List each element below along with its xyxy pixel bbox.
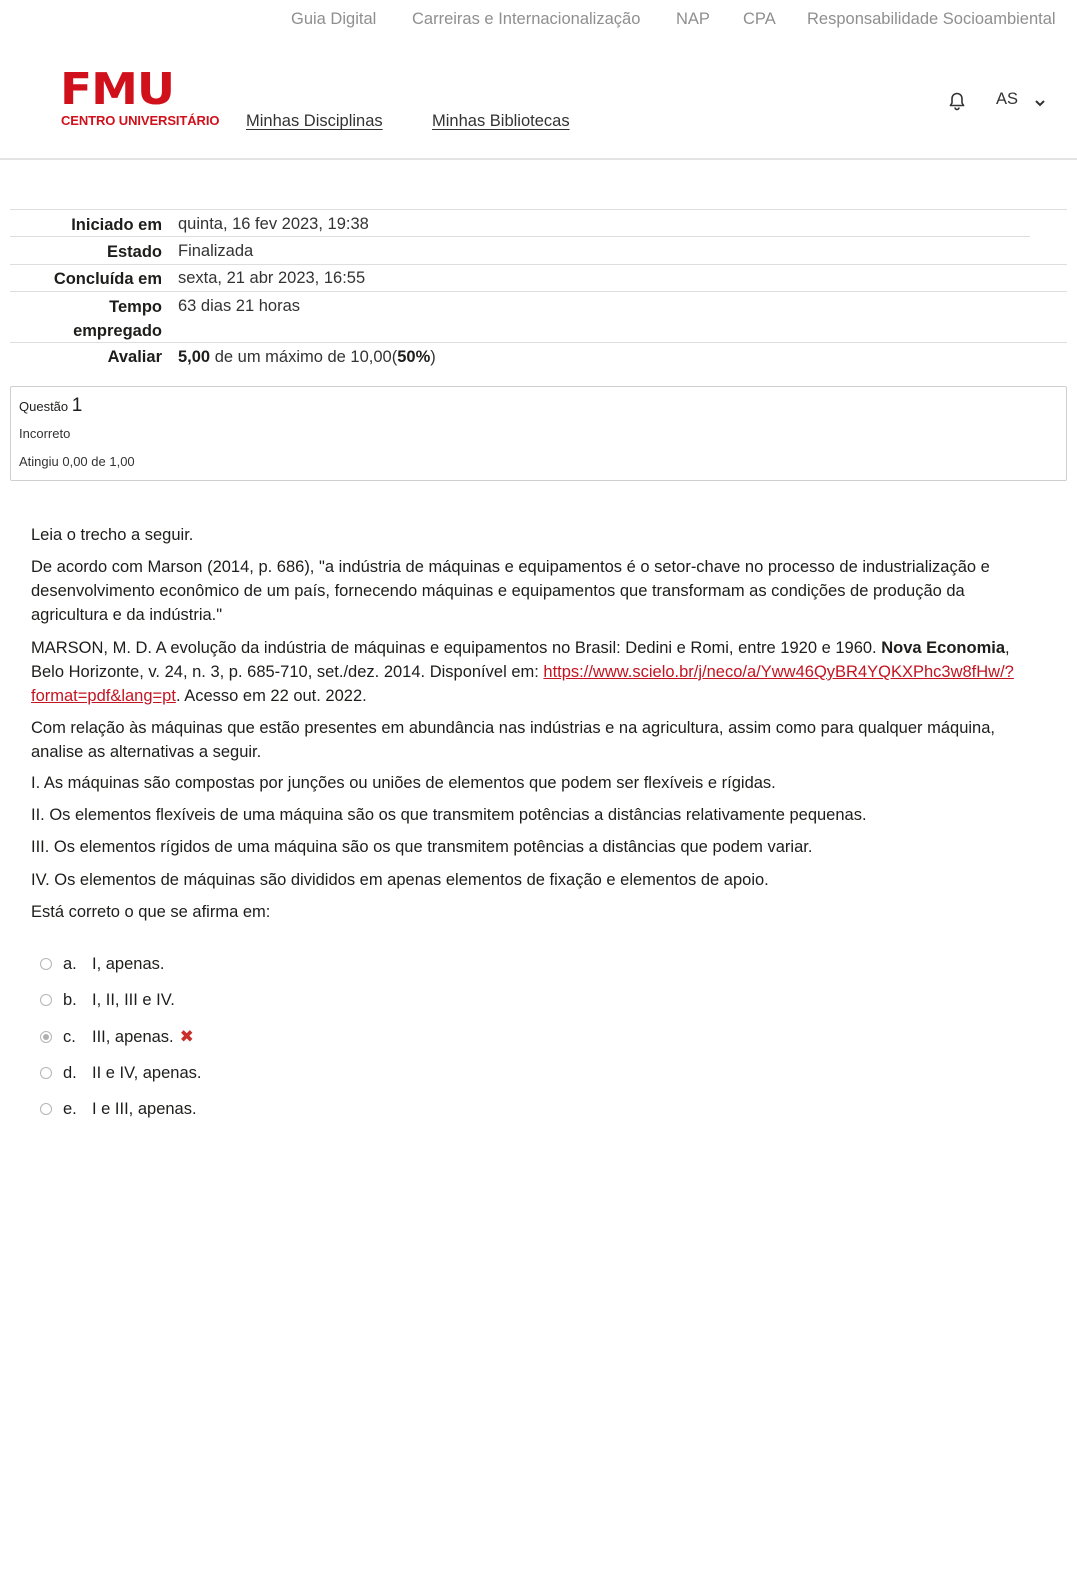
summary-row-started xyxy=(10,209,1067,237)
answer-e-letter: e. xyxy=(63,1100,77,1118)
statement-4: IV. Os elementos de máquinas são divididos em apenas elementos de fixação e elementos de apoio. xyxy=(31,871,769,889)
fmu-logo[interactable] xyxy=(60,64,220,132)
grade-max-text: de um máximo de 10,00( xyxy=(210,348,398,366)
topnav-carreiras[interactable]: Carreiras e Internacionalização xyxy=(412,10,641,28)
started-label: Iniciado em xyxy=(71,216,162,234)
answer-b-text: I, II, III e IV. xyxy=(92,991,175,1009)
grade-value xyxy=(178,345,436,369)
question-info-box xyxy=(10,386,1067,481)
summary-row-time xyxy=(10,291,1067,343)
summary-row-state xyxy=(10,236,1030,264)
answer-c-radio[interactable] xyxy=(40,1031,52,1043)
state-value: Finalizada xyxy=(178,242,254,260)
answer-e-radio[interactable] xyxy=(40,1103,52,1115)
answer-d-text: II e IV, apenas. xyxy=(92,1064,202,1082)
incorrect-x-icon: ✖ xyxy=(179,1027,194,1046)
grade-label: Avaliar xyxy=(107,348,162,366)
answer-b-letter: b. xyxy=(63,991,77,1009)
notification-bell-icon[interactable] xyxy=(946,90,968,112)
topnav-cpa[interactable]: CPA xyxy=(743,10,776,28)
question-mark: Atingiu 0,00 de 1,00 xyxy=(19,454,135,469)
user-menu-initials[interactable]: AS xyxy=(996,90,1019,108)
question-context: Com relação às máquinas que estão presentes em abundância nas indústrias e na agricultura, assim como para qualquer máquina, analise as alternativas a seguir. xyxy=(31,719,995,761)
reference-authors: MARSON, M. D. A evolução da indústria de máquinas e equipamentos no Brasil: Dedini e Romi, entre 1920 e 1960. xyxy=(31,639,882,657)
question-reference xyxy=(31,636,1041,708)
grade-close-paren: ) xyxy=(430,348,436,366)
question-number xyxy=(19,395,82,417)
state-label: Estado xyxy=(106,243,162,261)
answer-d-radio[interactable] xyxy=(40,1067,52,1079)
reference-link[interactable]: https://www.scielo.br/j/neco/a/Yww46QyBR4YQKXPhc3w8fHw/? format=pdf&lang=pt xyxy=(31,663,1014,705)
reference-journal: Nova Economia xyxy=(881,639,1006,657)
logo-subtitle: CENTRO UNIVERSITÁRIO xyxy=(61,113,220,128)
reference-details: , Belo Horizonte, v. 24, n. 3, p. 685-710, set./dez. 2014. Disponível em: xyxy=(31,639,1010,681)
topnav-responsabilidade[interactable]: Responsabilidade Socioambiental xyxy=(807,10,1056,28)
answer-a-radio[interactable] xyxy=(40,958,52,970)
question-intro: Leia o trecho a seguir. xyxy=(31,526,194,544)
statement-2: II. Os elementos flexíveis de uma máquina são os que transmitem potências a distâncias relativamente pequenas. xyxy=(31,806,867,824)
statement-3: III. Os elementos rígidos de uma máquina são os que transmitem potências a distâncias que podem variar. xyxy=(31,838,813,856)
grade-percent: 50% xyxy=(397,348,431,366)
started-value: quinta, 16 fev 2023, 19:38 xyxy=(178,215,369,233)
header-divider xyxy=(0,158,1077,160)
grade-score: 5,00 xyxy=(178,348,211,366)
nav-minhas-bibliotecas[interactable]: Minhas Bibliotecas xyxy=(432,112,570,130)
logo-wordmark: FMU xyxy=(60,64,175,115)
summary-row-grade xyxy=(10,342,1067,372)
answer-c-content xyxy=(92,1025,194,1049)
topnav-guia-digital[interactable]: Guia Digital xyxy=(291,10,377,28)
answer-d-letter: d. xyxy=(63,1064,77,1082)
chevron-down-icon[interactable] xyxy=(1034,95,1046,105)
completed-value: sexta, 21 abr 2023, 16:55 xyxy=(178,269,366,287)
completed-label: Concluída em xyxy=(53,270,162,288)
topnav-nap[interactable]: NAP xyxy=(676,10,710,28)
question-label: Questão xyxy=(19,399,72,414)
question-quote: De acordo com Marson (2014, p. 686), "a indústria de máquinas e equipamentos é o setor-chave no processo de industrialização e desenvolvimento econômico de um país, fornecendo máquinas e equipamentos que transformam as condições de produção da agricultura e da indústria." xyxy=(31,558,990,624)
reference-access: . Acesso em 22 out. 2022. xyxy=(175,687,367,705)
question-number-value: 1 xyxy=(71,395,83,416)
time-label-line2: empregado xyxy=(73,322,162,340)
answer-e-text: I e III, apenas. xyxy=(92,1100,197,1118)
answer-a-letter: a. xyxy=(63,955,77,973)
answer-a-text: I, apenas. xyxy=(92,955,165,973)
question-prompt: Está correto o que se afirma em: xyxy=(31,903,271,921)
answer-b-radio[interactable] xyxy=(40,994,52,1006)
answer-c-text: III, apenas. xyxy=(92,1028,174,1046)
time-label-line1: Tempo xyxy=(109,298,162,316)
question-state: Incorreto xyxy=(19,426,71,441)
summary-row-completed xyxy=(10,264,1067,292)
top-utility-nav xyxy=(0,10,1077,34)
nav-minhas-disciplinas[interactable]: Minhas Disciplinas xyxy=(246,112,383,130)
answer-c-letter: c. xyxy=(63,1028,76,1046)
statement-1: I. As máquinas são compostas por junções ou uniões de elementos que podem ser flexíveis e rígidas. xyxy=(31,774,776,792)
time-value: 63 dias 21 horas xyxy=(178,297,301,315)
